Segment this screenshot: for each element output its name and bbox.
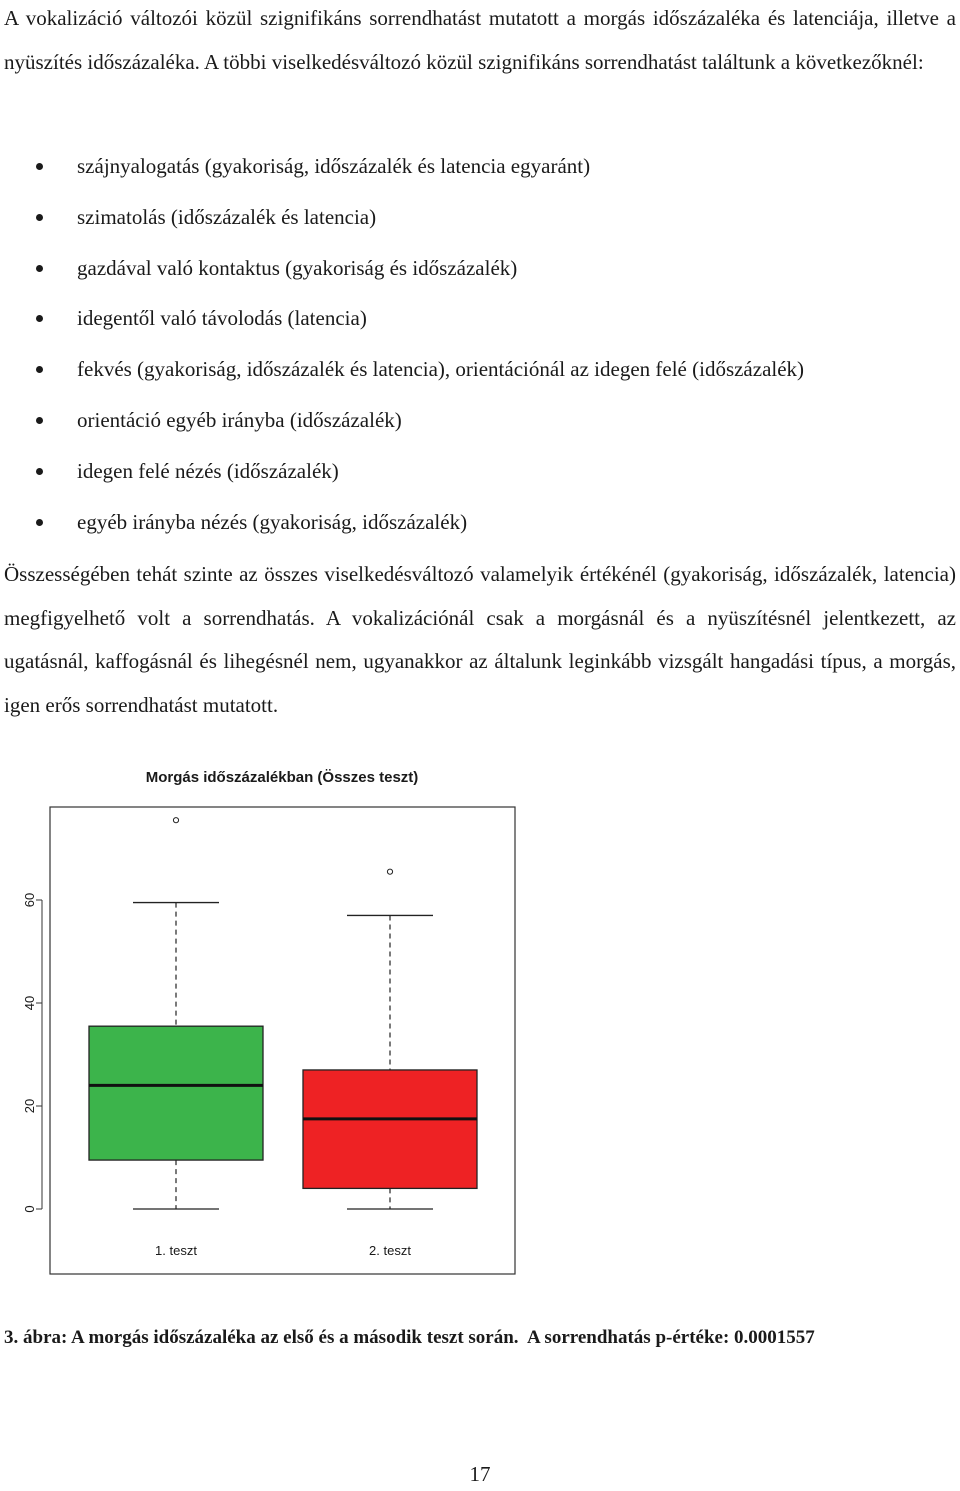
chart-title: Morgás időszázalékban (Összes teszt) bbox=[145, 769, 419, 786]
boxplot-chart bbox=[0, 750, 560, 1285]
list-item bbox=[0, 451, 960, 502]
bullet-list bbox=[0, 146, 960, 552]
list-item-text: idegen felé nézés (időszázalék) bbox=[77, 458, 339, 483]
bullet-dot-icon bbox=[36, 417, 43, 424]
box-iqr bbox=[303, 1070, 477, 1188]
list-item-text: orientáció egyéb irányba (időszázalék) bbox=[77, 407, 402, 432]
list-item bbox=[0, 197, 960, 248]
y-tick-label: 0 bbox=[22, 1205, 37, 1213]
summary-paragraph: Összességében tehát szinte az összes viselkedésváltozó valamelyik értékénél (gyakoriság, időszázalék, latencia) megfigyelhető volt a sorrendhatás. A vokalizációnál csak a morgásnál és a nyüszítésnél jelentkezett, az ugatásnál, kaffogásnál és lihegésnél nem, ugyanakkor az általunk leginkább vizsgált hangadási típus, a morgás, igen erős sorrendhatást mutatott. bbox=[4, 562, 956, 718]
list-item-text: szájnyalogatás (gyakoriság, időszázalék és latencia egyaránt) bbox=[77, 154, 591, 178]
page-number: 17 bbox=[469, 1462, 491, 1486]
outlier-point bbox=[387, 869, 392, 874]
y-axis bbox=[22, 893, 42, 1213]
bullet-dot-icon bbox=[36, 265, 43, 272]
list-item-text: gazdával való kontaktus (gyakoriság és időszázalék) bbox=[77, 255, 518, 280]
box-iqr bbox=[89, 1026, 263, 1160]
list-item bbox=[0, 248, 960, 299]
list-item bbox=[0, 502, 960, 553]
y-tick-label: 60 bbox=[22, 892, 37, 908]
bullet-dot-icon bbox=[36, 366, 43, 373]
box-group bbox=[89, 818, 477, 1209]
x-axis-labels bbox=[155, 1243, 411, 1258]
list-item bbox=[0, 400, 960, 451]
x-tick-label: 1. teszt bbox=[155, 1243, 197, 1258]
y-tick-label: 40 bbox=[22, 995, 37, 1011]
bullet-dot-icon bbox=[36, 214, 43, 221]
y-tick-label: 20 bbox=[22, 1098, 37, 1114]
list-item bbox=[0, 146, 960, 197]
bullet-dot-icon bbox=[36, 519, 43, 526]
list-item-text: idegentől való távolodás (latencia) bbox=[77, 306, 367, 331]
list-item bbox=[0, 349, 960, 400]
figure-caption: 3. ábra: A morgás időszázaléka az első és a második teszt során. A sorrendhatás p-értéke: 0.0001557 bbox=[4, 1327, 815, 1348]
list-item bbox=[0, 298, 960, 349]
bullet-dot-icon bbox=[36, 315, 43, 322]
bullet-dot-icon bbox=[36, 468, 43, 475]
outlier-point bbox=[173, 818, 178, 823]
x-tick-label: 2. teszt bbox=[369, 1243, 411, 1258]
list-item-text: egyéb irányba nézés (gyakoriság, időszázalék) bbox=[77, 509, 468, 534]
list-item-text: szimatolás (időszázalék és latencia) bbox=[77, 204, 377, 229]
list-item-text: fekvés (gyakoriság, időszázalék és latencia), orientációnál az idegen felé (időszázalék) bbox=[77, 357, 805, 382]
bullet-dot-icon bbox=[36, 163, 43, 170]
intro-paragraph: A vokalizáció változói közül szignifikáns sorrendhatást mutatott a morgás időszázaléka és latenciája, illetve a nyüszítés időszázaléka. A többi viselkedésváltozó közül szignifikáns sorrendhatást találtunk a következőknél: bbox=[4, 6, 956, 74]
